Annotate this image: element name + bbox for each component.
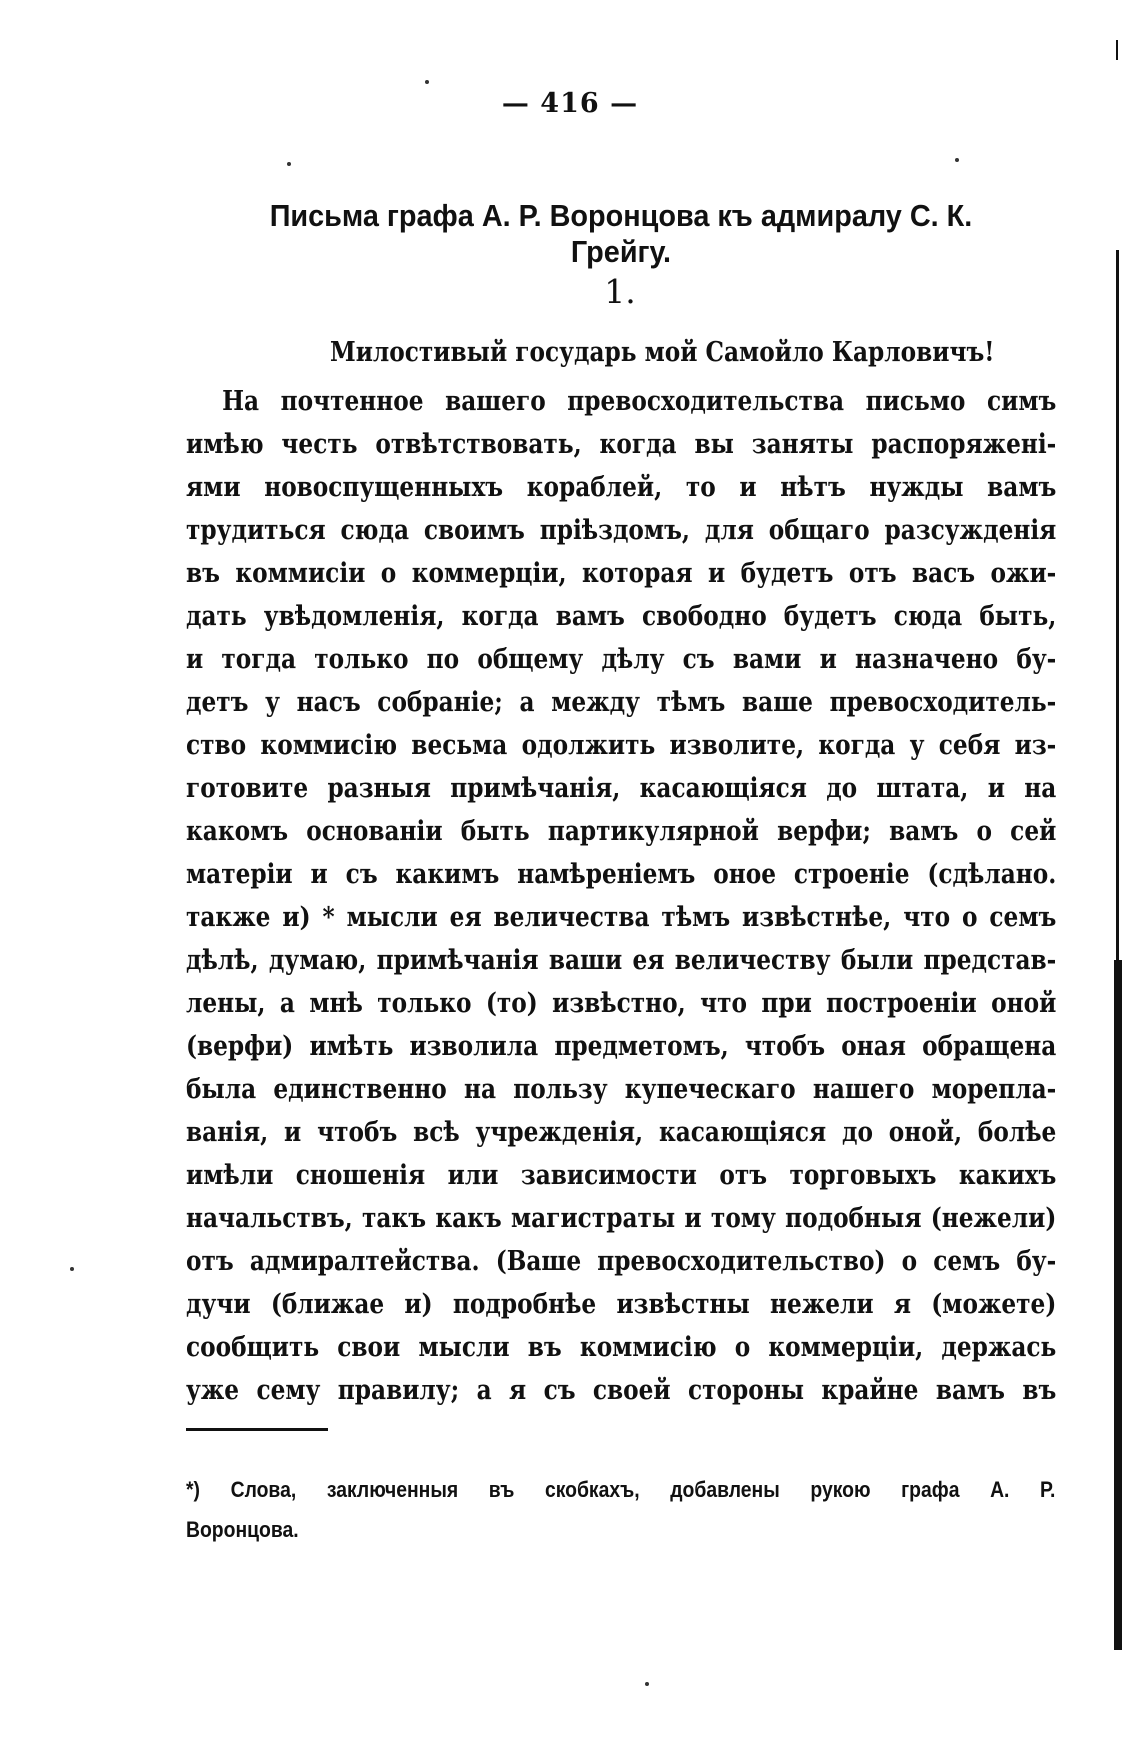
article-title: Письма графа А. Р. Воронцова къ адмиралу С. К. Грейгу. bbox=[269, 198, 973, 269]
body-line: уже сему правилу; а я съ своей стороны крайне вамъ въ bbox=[186, 1375, 1057, 1406]
letter-number: 1. bbox=[604, 272, 636, 311]
scan-speck bbox=[425, 80, 429, 84]
salutation: Милостивый государь мой Самойло Карловичъ! bbox=[330, 337, 995, 368]
body-line: лены, а мнѣ только (то) извѣстно, что при построеніи оной bbox=[186, 988, 1057, 1019]
body-line: На почтенное вашего превосходительства письмо симъ bbox=[222, 386, 1057, 417]
body-line: начальствъ, такъ какъ магистраты и тому подобныя (нежели) bbox=[186, 1203, 1057, 1234]
body-line: какомъ основаніи быть партикулярной верфи; вамъ о сей bbox=[186, 816, 1057, 847]
body-line: дать увѣдомленія, когда вамъ свободно будетъ сюда быть, bbox=[186, 601, 1057, 632]
body-line: готовите разныя примѣчанія, касающіяся до штата, и на bbox=[186, 773, 1057, 804]
body-line: ями новоспущенныхъ кораблей, то и нѣтъ нужды вамъ bbox=[186, 472, 1057, 503]
scan-speck bbox=[70, 1267, 74, 1271]
page-number: — 416 — bbox=[501, 88, 639, 119]
body-line: была единственно на пользу купеческаго нашего морепла- bbox=[186, 1074, 1057, 1105]
body-line: матеріи и съ какимъ намѣреніемъ оное строеніе (сдѣлано. bbox=[186, 859, 1057, 890]
body-line: и тогда только по общему дѣлу съ вами и назначено бу- bbox=[186, 644, 1057, 675]
letter-body bbox=[186, 380, 1056, 1412]
body-line: трудиться сюда своимъ пріѣздомъ, для общаго разсужденія bbox=[186, 515, 1057, 546]
scan-edge-shadow bbox=[1114, 960, 1122, 1650]
footnote-divider bbox=[186, 1428, 328, 1431]
footnote bbox=[186, 1470, 1056, 1550]
body-line: ство коммисію весьма одолжить изволите, когда у себя из- bbox=[186, 730, 1057, 761]
body-line: ванія, и чтобъ всѣ учрежденія, касающіяся до оной, болѣе bbox=[186, 1117, 1057, 1148]
body-line: также и) * мысли ея величества тѣмъ извѣстнѣе, что о семъ bbox=[186, 902, 1057, 933]
scan-speck bbox=[645, 1682, 649, 1686]
body-line: дучи (ближае и) подробнѣе извѣстны нежели я (можете) bbox=[186, 1289, 1057, 1320]
scan-speck bbox=[287, 162, 291, 166]
body-line: детъ у насъ собраніе; а между тѣмъ ваше превосходитель- bbox=[186, 687, 1057, 718]
scan-edge-shadow bbox=[1116, 40, 1118, 60]
footnote-line: Воронцова. bbox=[186, 1517, 299, 1542]
body-line: дѣлѣ, думаю, примѣчанія ваши ея величеству были представ- bbox=[186, 945, 1057, 976]
footnote-line: *) Слова, заключенныя въ скобкахъ, добавлены рукою графа А. Р. bbox=[186, 1477, 1056, 1502]
body-line: отъ адмиралтейства. (Ваше превосходительство) о семъ бу- bbox=[186, 1246, 1057, 1277]
body-line: имѣю честь отвѣтствовать, когда вы заняты распоряжені- bbox=[186, 429, 1057, 460]
scan-speck bbox=[955, 158, 959, 162]
body-line: въ коммисіи о коммерціи, которая и будетъ отъ васъ ожи- bbox=[186, 558, 1057, 589]
body-line: (верфи) имѣть изволила предметомъ, чтобъ оная обращена bbox=[186, 1031, 1057, 1062]
body-line: сообщить свои мысли въ коммисію о коммерціи, держась bbox=[186, 1332, 1057, 1363]
body-line: имѣли сношенія или зависимости отъ торговыхъ какихъ bbox=[186, 1160, 1057, 1191]
